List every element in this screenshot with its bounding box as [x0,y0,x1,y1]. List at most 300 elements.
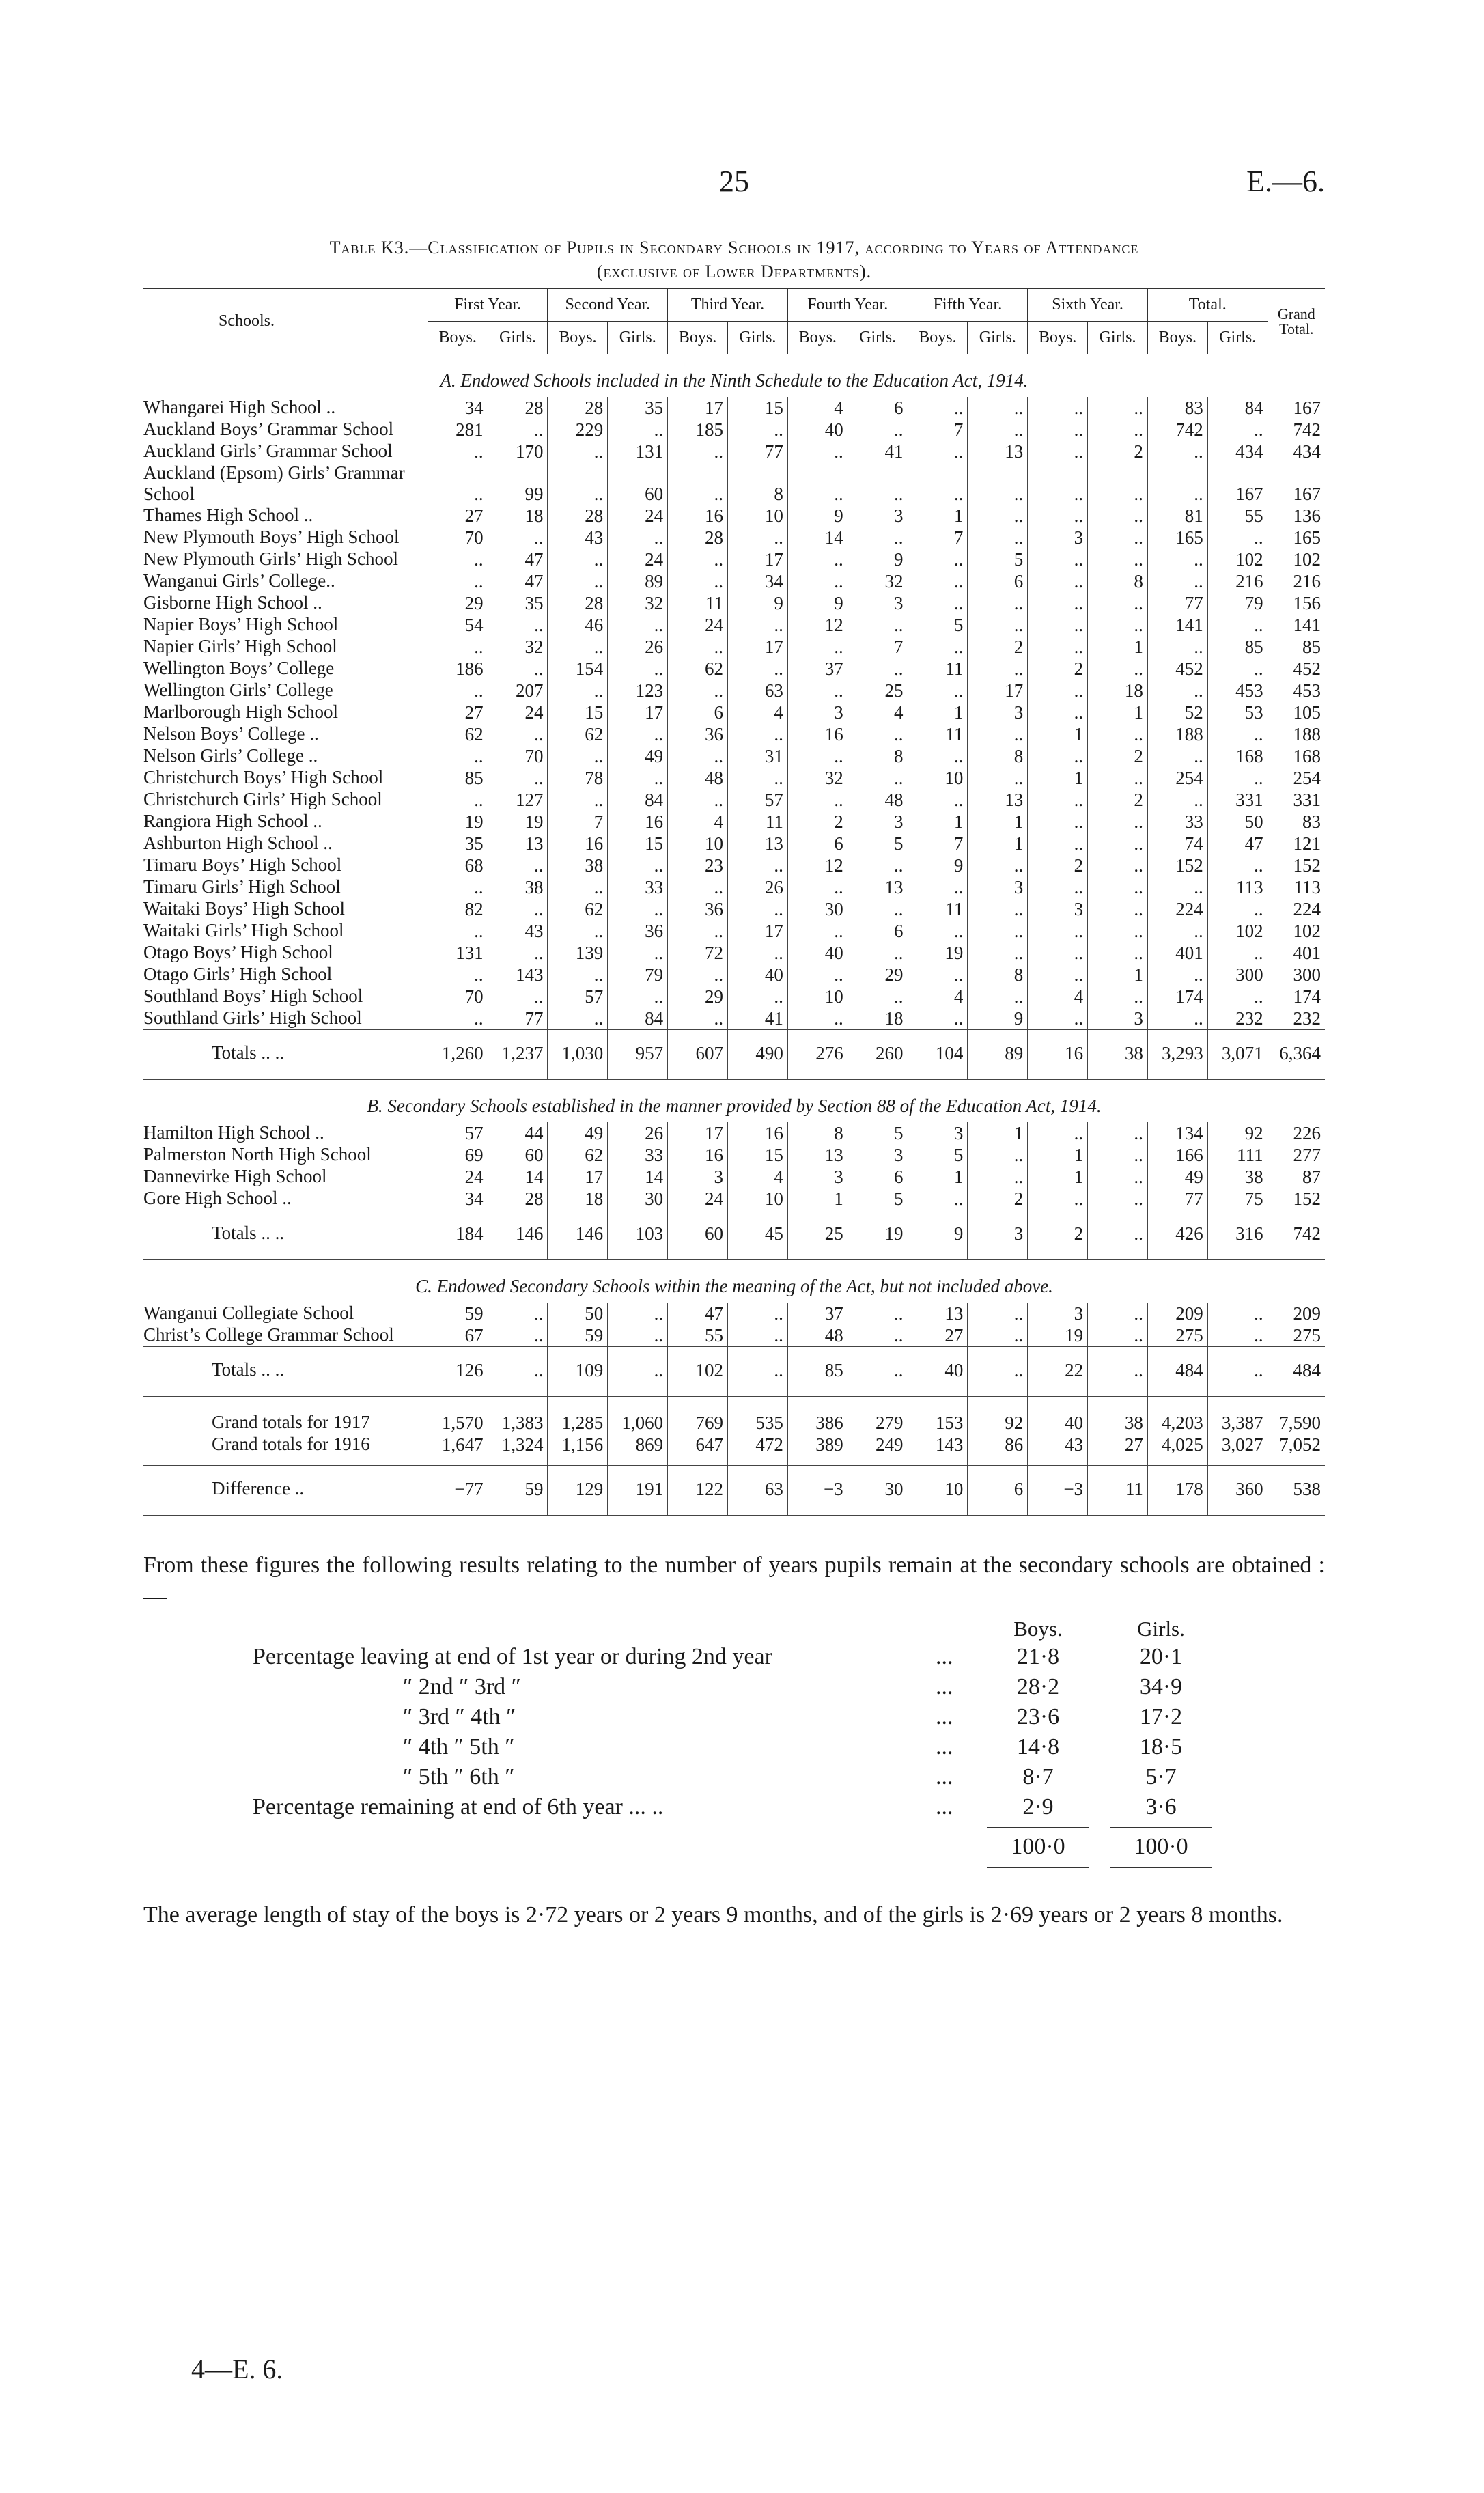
value-cell: 1,383 [488,1397,548,1434]
section-heading: A. Endowed Schools included in the Ninth Schedule to the Education Act, 1914. [440,370,1028,391]
value-cell: .. [1088,548,1148,570]
school-name: Waitaki Girls’ High School [143,920,344,941]
value-cell: 13 [908,1303,968,1324]
value-cell: 426 [1147,1210,1207,1260]
value-cell: 4 [787,397,848,419]
value-cell: .. [428,920,488,942]
value-cell: 27 [428,701,488,723]
value-cell: .. [848,614,908,636]
value-cell: 62 [668,658,728,680]
grand-total-cell: 102 [1268,548,1325,570]
value-cell: 11 [908,723,968,745]
third-year-header: Third Year. [668,289,788,322]
girls-subheader: Girls. [1088,322,1148,354]
value-cell: 216 [1207,570,1268,592]
value-cell: 17 [728,636,788,658]
value-cell: 2 [968,636,1028,658]
value-cell: 31 [728,745,788,767]
value-cell: 17 [968,680,1028,701]
value-cell: .. [668,462,728,505]
school-name: Dannevirke High School [143,1166,327,1186]
value-cell: .. [1207,898,1268,920]
value-cell: .. [968,462,1028,505]
grand-total-cell: 141 [1268,614,1325,636]
value-cell: .. [908,1188,968,1210]
grand-total-cell: 7,590 [1268,1397,1325,1434]
value-cell: 70 [428,527,488,548]
value-cell: 3 [848,592,908,614]
table-row [143,419,1325,441]
school-name: Whangarei High School .. [143,397,336,417]
value-cell: 7 [548,811,608,833]
value-cell: 9 [848,548,908,570]
value-cell: 1,570 [428,1397,488,1434]
value-cell: .. [1207,658,1268,680]
fifth-year-header: Fifth Year. [908,289,1028,322]
value-cell: 47 [488,548,548,570]
value-cell: 52 [1147,701,1207,723]
value-cell: .. [787,680,848,701]
value-cell: .. [728,658,788,680]
second-year-header: Second Year. [548,289,668,322]
value-cell: .. [548,745,608,767]
value-cell: 9 [908,854,968,876]
value-cell: .. [1207,1303,1268,1324]
value-cell: 275 [1147,1324,1207,1347]
section-totals-row [143,1210,1325,1260]
value-cell: .. [1147,441,1207,462]
section-heading-row [143,1260,1325,1303]
value-cell: 143 [488,964,548,986]
value-cell: 122 [668,1466,728,1516]
value-cell: 63 [728,680,788,701]
value-cell: 40 [787,419,848,441]
value-cell: .. [1088,898,1148,920]
value-cell: 4 [668,811,728,833]
percent-girls: 5·7 [1145,1764,1177,1789]
value-cell: 86 [968,1434,1028,1466]
grand-total-cell: 300 [1268,964,1325,986]
value-cell: .. [1028,636,1088,658]
value-cell: 62 [548,1144,608,1166]
value-cell: 77 [488,1007,548,1030]
value-cell: 170 [488,441,548,462]
percent-boys: 14·8 [1016,1734,1060,1759]
value-cell: 16 [728,1122,788,1144]
value-cell: 32 [608,592,668,614]
value-cell: 79 [608,964,668,986]
value-cell: 490 [728,1030,788,1080]
grand-total-cell: 453 [1268,680,1325,701]
value-cell: 38 [1088,1030,1148,1080]
value-cell: .. [1207,854,1268,876]
value-cell: 4 [728,1166,788,1188]
school-name: Nelson Girls’ College .. [143,745,318,766]
value-cell: 10 [668,833,728,854]
value-cell: 38 [1207,1166,1268,1188]
value-cell: 17 [728,548,788,570]
school-name: Nelson Boys’ College .. [143,723,319,744]
value-cell: 49 [608,745,668,767]
value-cell: 143 [908,1434,968,1466]
value-cell: .. [668,548,728,570]
grand-total-cell: 742 [1268,419,1325,441]
value-cell: 7 [908,527,968,548]
value-cell: .. [1147,789,1207,811]
value-cell: 1 [1088,636,1148,658]
value-cell: 168 [1207,745,1268,767]
value-cell: .. [787,441,848,462]
grand-total-cell: 484 [1268,1347,1325,1397]
value-cell: 6 [848,1166,908,1188]
value-cell: 8 [1088,570,1148,592]
value-cell: .. [728,854,788,876]
value-cell: .. [1088,1210,1148,1260]
value-cell: 79 [1207,592,1268,614]
grand-total-cell: 7,052 [1268,1434,1325,1466]
value-cell: −3 [1028,1466,1088,1516]
percentage-label: Percentage leaving at end of 1st year or during 2nd year [253,1644,772,1669]
value-cell: 207 [488,680,548,701]
school-name: Timaru Boys’ High School [143,854,342,875]
value-cell: 4 [908,986,968,1007]
value-cell: .. [608,1324,668,1347]
value-cell: 360 [1207,1466,1268,1516]
value-cell: 186 [428,658,488,680]
table-row [143,397,1325,419]
section-heading-row [143,354,1325,398]
value-cell: .. [1088,1144,1148,1166]
value-cell: .. [1147,462,1207,505]
grand-total-cell: 232 [1268,1007,1325,1030]
value-cell: 3 [1028,898,1088,920]
value-cell: 16 [1028,1030,1088,1080]
value-cell: .. [728,942,788,964]
value-cell: 281 [428,419,488,441]
value-cell: 28 [488,397,548,419]
value-cell: 17 [548,1166,608,1188]
value-cell: .. [608,854,668,876]
value-cell: .. [1088,462,1148,505]
value-cell: 3,387 [1207,1397,1268,1434]
value-cell: .. [787,964,848,986]
percentage-row [253,1764,1222,1794]
value-cell: .. [1028,920,1088,942]
value-cell: .. [968,898,1028,920]
value-cell: 84 [608,789,668,811]
value-cell: 28 [668,527,728,548]
school-name: Marlborough High School [143,701,338,722]
section-heading: C. Endowed Secondary Schools within the meaning of the Act, but not included above. [415,1276,1053,1296]
value-cell: 279 [848,1397,908,1434]
value-cell: .. [608,723,668,745]
grand-total-cell: 152 [1268,1188,1325,1210]
value-cell: .. [1147,920,1207,942]
value-cell: 13 [968,789,1028,811]
table-row [143,441,1325,462]
value-cell: 62 [428,723,488,745]
value-cell: .. [968,1144,1028,1166]
percentage-row [253,1644,1222,1674]
value-cell: .. [1028,680,1088,701]
value-cell: 24 [428,1166,488,1188]
value-cell: 17 [728,920,788,942]
value-cell: 1,285 [548,1397,608,1434]
value-cell: 185 [668,419,728,441]
value-cell: .. [548,570,608,592]
value-cell: .. [1207,419,1268,441]
value-cell: 45 [728,1210,788,1260]
percentage-label: ″ 3rd ″ 4th ″ [403,1704,516,1729]
value-cell: 134 [1147,1122,1207,1144]
school-name: Wellington Girls’ College [143,680,333,700]
value-cell: 17 [608,701,668,723]
value-cell: .. [1088,986,1148,1007]
leader-dots: ... [936,1674,953,1699]
value-cell: 9 [787,592,848,614]
value-cell: .. [548,876,608,898]
value-cell: 12 [787,614,848,636]
value-cell: 35 [428,833,488,854]
grand-total-cell: 165 [1268,527,1325,548]
value-cell: 24 [668,614,728,636]
value-cell: .. [1207,767,1268,789]
value-cell: 57 [728,789,788,811]
value-cell: .. [787,570,848,592]
value-cell: .. [848,1324,908,1347]
value-cell: 26 [608,636,668,658]
value-cell: .. [787,548,848,570]
grand-total-cell: 224 [1268,898,1325,920]
value-cell: 15 [728,397,788,419]
value-cell: .. [428,548,488,570]
value-cell: 1 [787,1188,848,1210]
grand-total-cell: 331 [1268,789,1325,811]
table-row [143,723,1325,745]
value-cell: 3 [787,701,848,723]
value-cell: 60 [668,1210,728,1260]
table-row [143,854,1325,876]
value-cell: .. [848,723,908,745]
value-cell: 40 [908,1347,968,1397]
value-cell: 5 [848,1188,908,1210]
value-cell: 165 [1147,527,1207,548]
value-cell: .. [488,658,548,680]
grand-totals-row [143,1397,1325,1434]
value-cell: 28 [488,1188,548,1210]
value-cell: 3,027 [1207,1434,1268,1466]
grand-totals-row [143,1434,1325,1466]
value-cell: 9 [787,505,848,527]
value-cell: 3 [968,701,1028,723]
value-cell: 11 [908,898,968,920]
value-cell: 23 [668,854,728,876]
value-cell: 6 [968,570,1028,592]
value-cell: 34 [428,397,488,419]
value-cell: 14 [488,1166,548,1188]
value-cell: .. [1088,1347,1148,1397]
value-cell: 184 [428,1210,488,1260]
value-cell: −3 [787,1466,848,1516]
value-cell: 1 [1028,767,1088,789]
percentage-label: ″ 4th ″ 5th ″ [403,1734,515,1759]
value-cell: 123 [608,680,668,701]
value-cell: .. [908,462,968,505]
section-heading: B. Secondary Schools established in the manner provided by Section 88 of the Education Act, 1914. [367,1096,1102,1116]
value-cell: 36 [668,723,728,745]
value-cell: 2 [1028,854,1088,876]
percentage-label: ″ 5th ″ 6th ″ [403,1764,515,1789]
value-cell: 1 [908,811,968,833]
value-cell: .. [1088,658,1148,680]
school-name: Grand totals for 1917 [212,1412,370,1432]
boys-subheader: Boys. [548,322,608,354]
value-cell: 10 [728,505,788,527]
value-cell: 92 [1207,1122,1268,1144]
value-cell: .. [608,658,668,680]
value-cell: 25 [787,1210,848,1260]
value-cell: 2 [1088,745,1148,767]
value-cell: 29 [428,592,488,614]
value-cell: .. [668,876,728,898]
value-cell: 46 [548,614,608,636]
value-cell: .. [1147,570,1207,592]
boys-subheader: Boys. [908,322,968,354]
value-cell: .. [908,441,968,462]
value-cell: 2 [1088,441,1148,462]
value-cell: 63 [728,1466,788,1516]
value-cell: .. [787,920,848,942]
footer-reference: 4—E. 6. [191,2354,283,2384]
value-cell: 26 [728,876,788,898]
grand-total-cell: 277 [1268,1144,1325,1166]
boys-subheader: Boys. [1028,322,1088,354]
value-cell: .. [548,1007,608,1030]
value-cell: .. [428,789,488,811]
grand-total-cell: 538 [1268,1466,1325,1516]
value-cell: 24 [488,701,548,723]
school-name: Ashburton High School .. [143,833,333,853]
value-cell: 102 [668,1347,728,1397]
table-row [143,898,1325,920]
leader-dots: ... [936,1704,953,1729]
value-cell: 40 [787,942,848,964]
value-cell: 3 [1028,1303,1088,1324]
value-cell: 47 [1207,833,1268,854]
value-cell: .. [787,745,848,767]
percent-girls-total: 100·0 [1134,1834,1188,1859]
value-cell: .. [488,1347,548,1397]
value-cell: 25 [848,680,908,701]
value-cell: .. [728,723,788,745]
value-cell: 129 [548,1466,608,1516]
value-cell: 174 [1147,986,1207,1007]
value-cell: 249 [848,1434,908,1466]
value-cell: .. [668,680,728,701]
value-cell: .. [1147,745,1207,767]
school-name: Rangiora High School .. [143,811,322,831]
value-cell: 40 [1028,1397,1088,1434]
value-cell: 16 [787,723,848,745]
value-cell: 2 [1028,658,1088,680]
grand-total-cell: 401 [1268,942,1325,964]
value-cell: .. [968,1303,1028,1324]
value-cell: 27 [908,1324,968,1347]
girls-subheader: Girls. [608,322,668,354]
percentage-label: ″ 2nd ″ 3rd ″ [403,1674,521,1699]
value-cell: 869 [608,1434,668,1466]
value-cell: 102 [1207,548,1268,570]
grand-total-cell: 6,364 [1268,1030,1325,1080]
boys-sum-rule [987,1827,1089,1828]
value-cell: 54 [428,614,488,636]
grand-total-header: Grand Total. [1268,289,1325,354]
value-cell: .. [608,614,668,636]
grand-total-cell: 152 [1268,854,1325,876]
grand-total-cell: 167 [1268,397,1325,419]
page-number: 25 [719,165,749,198]
value-cell: 3 [668,1166,728,1188]
value-cell: 3 [787,1166,848,1188]
value-cell: .. [668,789,728,811]
value-cell: 1 [908,1166,968,1188]
value-cell: 4 [1028,986,1088,1007]
value-cell: .. [608,527,668,548]
grand-total-cell: 216 [1268,570,1325,592]
value-cell: 50 [548,1303,608,1324]
value-cell: 131 [608,441,668,462]
value-cell: 38 [1088,1397,1148,1434]
value-cell: .. [1088,1166,1148,1188]
value-cell: .. [1147,876,1207,898]
value-cell: .. [608,942,668,964]
value-cell: 1 [1088,964,1148,986]
value-cell: 16 [548,833,608,854]
value-cell: 957 [608,1030,668,1080]
closing-paragraph: The average length of stay of the boys is 2·72 years or 2 years 9 months, and of the girls is 2·69 years or 2 years 8 months. [143,1902,1283,1927]
value-cell: 111 [1207,1144,1268,1166]
value-cell: .. [908,592,968,614]
value-cell: 68 [428,854,488,876]
value-cell: 472 [728,1434,788,1466]
value-cell: 77 [1147,1188,1207,1210]
table-row [143,1188,1325,1210]
school-name: Napier Boys’ High School [143,614,339,635]
table-row [143,592,1325,614]
value-cell: 18 [1088,680,1148,701]
percent-boys: 28·2 [1016,1674,1060,1699]
value-cell: 81 [1147,505,1207,527]
value-cell: .. [428,680,488,701]
fourth-year-header: Fourth Year. [787,289,908,322]
section-heading-row [143,1080,1325,1123]
value-cell: .. [908,680,968,701]
school-name: Totals .. .. [143,1030,428,1080]
value-cell: .. [548,548,608,570]
value-cell: .. [968,1347,1028,1397]
value-cell: 7 [908,419,968,441]
value-cell: 38 [488,876,548,898]
percent-boys-header: Boys. [1013,1617,1063,1641]
value-cell: 50 [1207,811,1268,833]
value-cell: 83 [1147,397,1207,419]
value-cell: 153 [908,1397,968,1434]
value-cell: 14 [608,1166,668,1188]
value-cell: .. [968,986,1028,1007]
school-name: Auckland Girls’ Grammar School [143,441,393,461]
value-cell: .. [787,462,848,505]
percent-girls: 17·2 [1139,1704,1183,1729]
